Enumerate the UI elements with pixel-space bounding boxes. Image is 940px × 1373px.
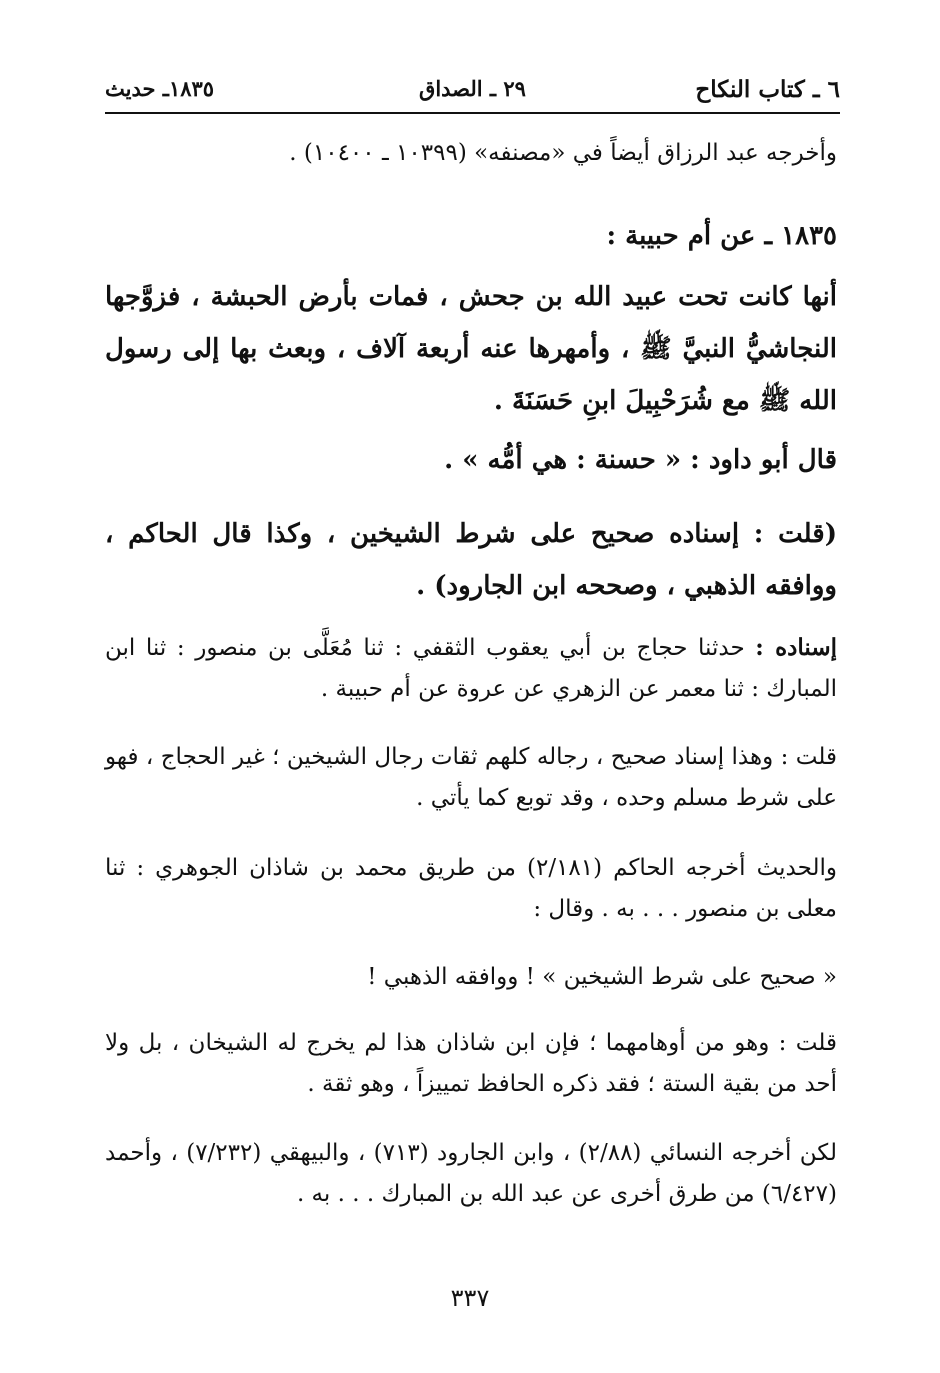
header-chapter: ٦ ـ كتاب النكاح — [695, 76, 840, 103]
abu-dawud-comment: قال أبو داود : « حسنة : هي أمُّه » . — [444, 445, 837, 475]
grading-note: (قلت : إسناده صحيح على شرط الشيخين ، وكذا قال الحاكم ، ووافقه الذهبي ، وصححه ابن الجارود) . — [105, 519, 837, 601]
other-sources: لكن أخرجه النسائي (٢/٨٨) ، وابن الجارود (٧١٣) ، والبيهقي (٧/٢٣٢) ، وأحمد (٦/٤٢٧) من طرق أخرى عن عبد الله بن المبارك . . . به . — [105, 1140, 837, 1207]
isnad-paragraph — [105, 627, 837, 710]
isnad-text: حدثنا حجاج بن أبي يعقوب الثقفي : ثنا مُعَلَّى بن منصور : ثنا ابن المبارك : ثنا معمر عن الزهري عن عروة عن أم حبيبة . — [105, 635, 837, 702]
hakim-reference: والحديث أخرجه الحاكم (٢/١٨١) من طريق محمد بن شاذان الجوهري : ثنا معلى بن منصور . . . به . وقال : — [105, 855, 837, 922]
header-rule — [105, 112, 840, 114]
running-header — [105, 76, 840, 112]
isnad-label: إسناده : — [755, 634, 838, 661]
hadith-text: أنها كانت تحت عبيد الله بن جحش ، فمات بأرض الحبشة ، فزوَّجها النجاشيُّ النبيَّ ﷺ ، وأمهرها عنه أربعة آلاف ، وبعث بها إلى رسول الله ﷺ مع شُرَحْبِيلَ ابنِ حَسَنَةَ . — [105, 282, 837, 416]
page-number: ٣٣٧ — [450, 1284, 490, 1312]
commentary-chain: قلت : وهذا إسناد صحيح ، رجاله كلهم ثقات رجال الشيخين ؛ غير الحجاج ، فهو على شرط مسلم وحده ، وقد توبع كما يأتي . — [105, 744, 837, 811]
critique-paragraph: قلت : وهو من أوهامهما ؛ فإن ابن شاذان هذا لم يخرج له الشيخان ، بل ولا أحد من بقية الستة ؛ فقد ذكره الحافظ تمييزاً ، وهو ثقة . — [105, 1030, 837, 1097]
hadith-heading: ١٨٣٥ ـ عن أم حبيبة : — [606, 221, 837, 251]
paragraph-abdurrazzaq: وأخرجه عبد الرزاق أيضاً في «مصنفه» (١٠٣٩٩ ـ ١٠٤٠٠) . — [289, 140, 837, 166]
header-hadith-number: ١٨٣٥ـ حديث — [105, 76, 215, 101]
header-section: ٢٩ ـ الصداق — [419, 76, 526, 101]
hakim-quote: « صحيح على شرط الشيخين » ! ووافقه الذهبي ! — [367, 964, 837, 990]
